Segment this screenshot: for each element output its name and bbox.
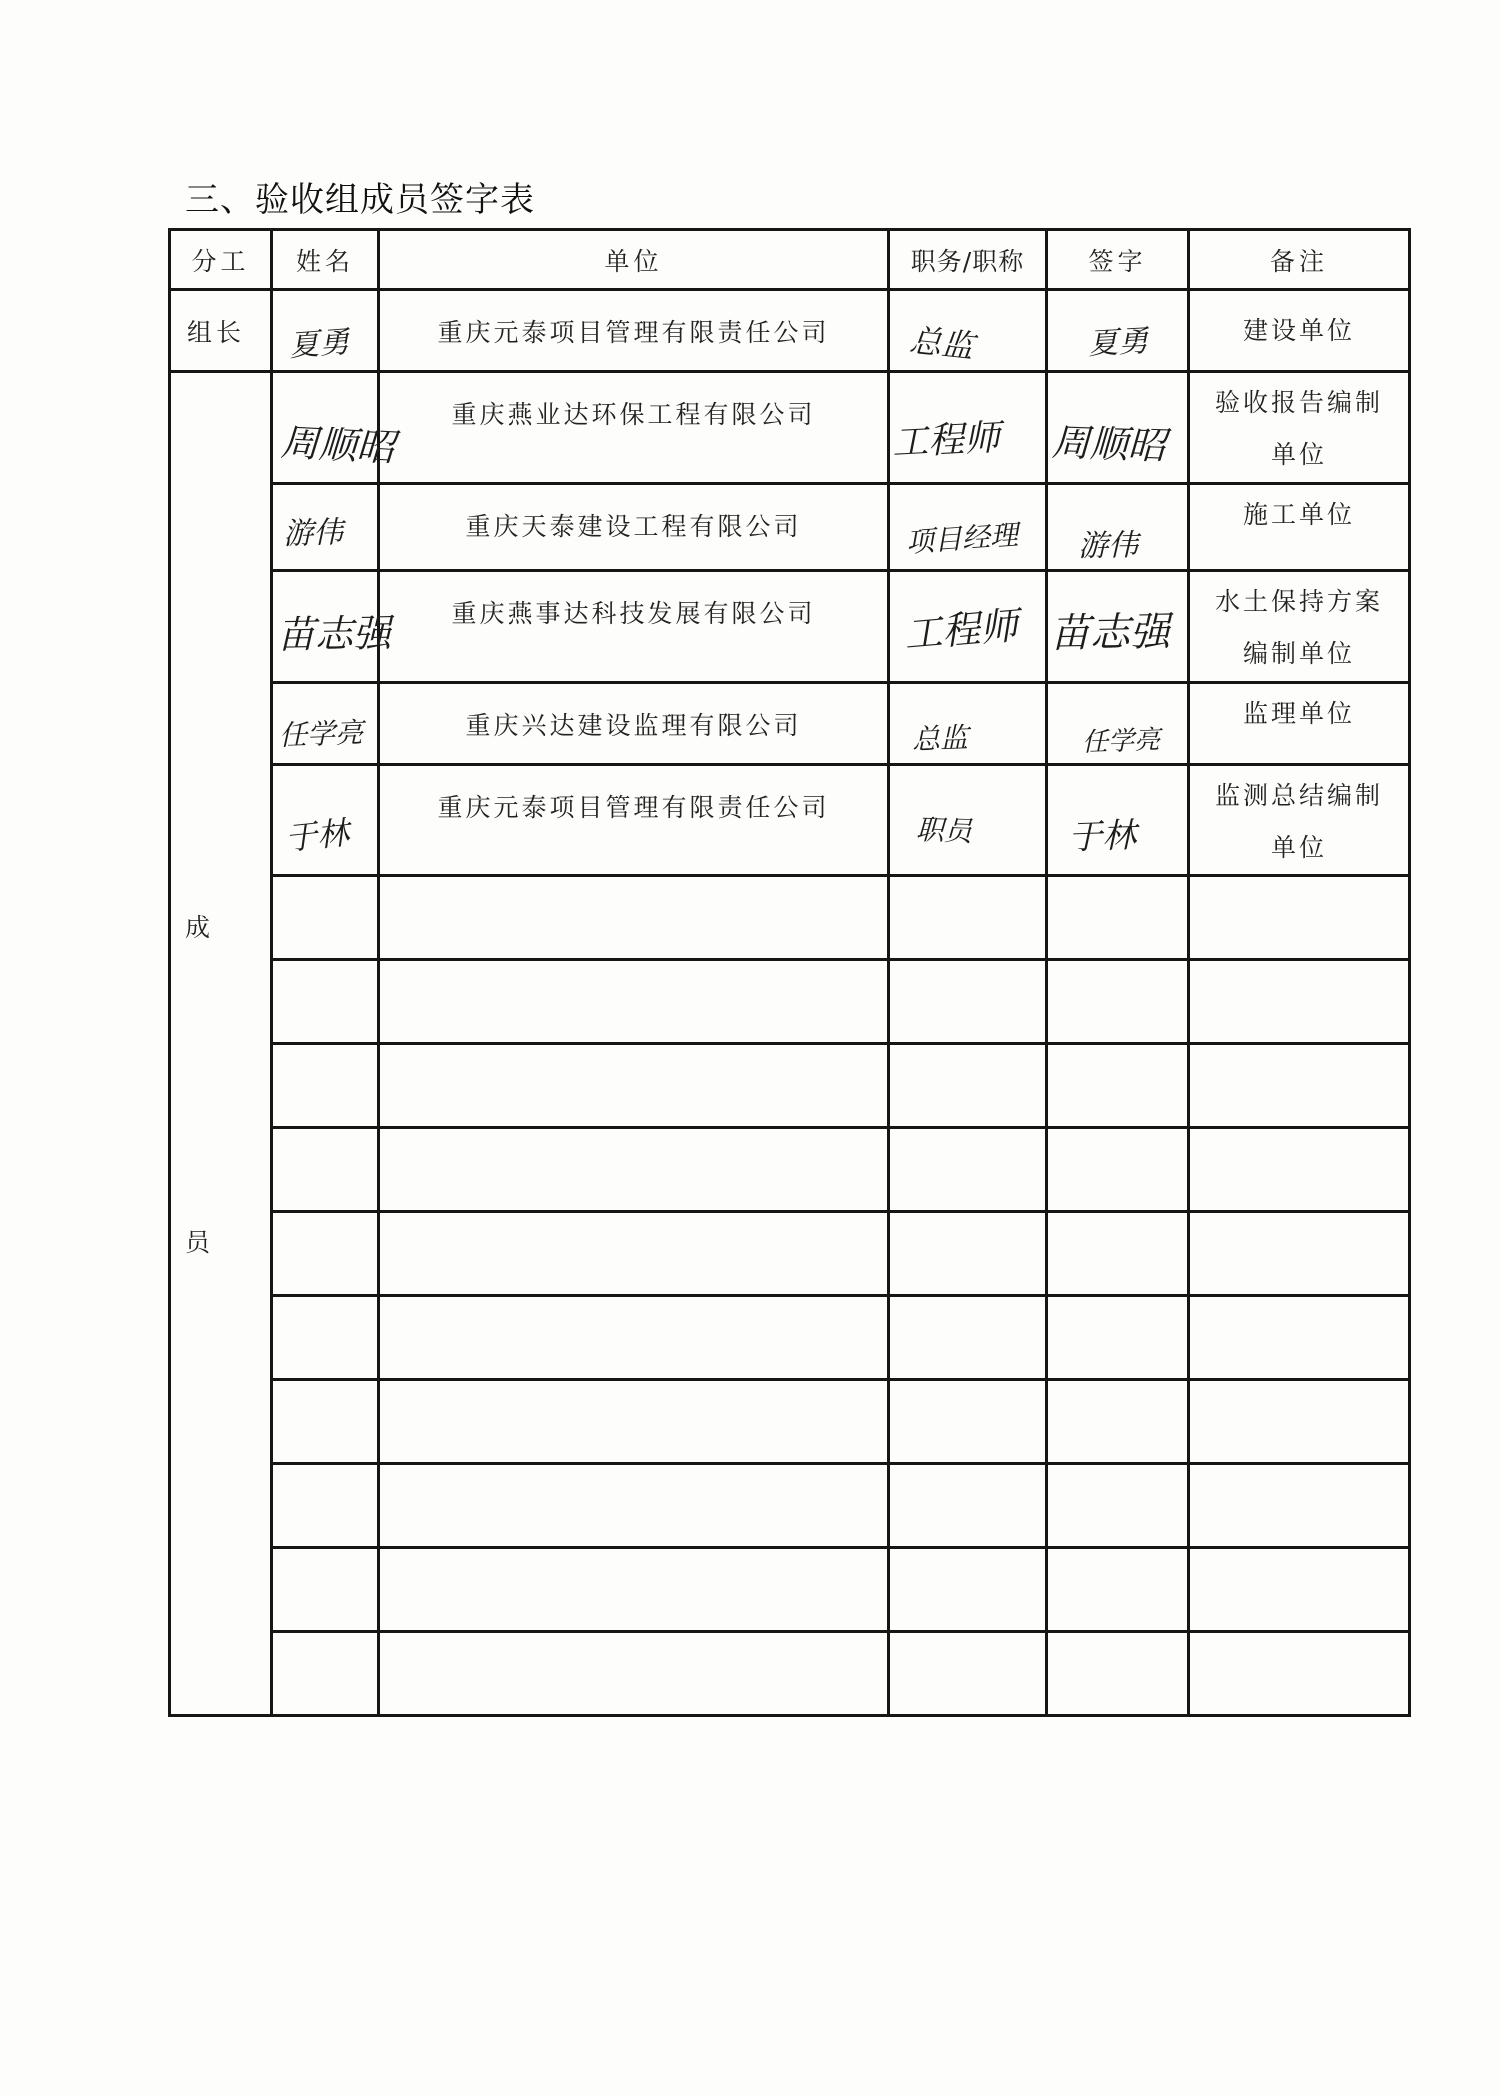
handwritten-name: 夏勇 (288, 324, 351, 364)
member-role (170, 372, 272, 1716)
handwritten-signature: 于林 (1067, 815, 1137, 858)
member-position-handwriting (889, 484, 1047, 571)
empty-signature-cell (1047, 1548, 1189, 1632)
member-position-handwriting (889, 765, 1047, 876)
member-unit: 重庆元泰项目管理有限责任公司 (379, 765, 889, 876)
handwritten-signature: 夏勇 (1087, 323, 1150, 362)
empty-note-cell (1189, 1632, 1410, 1716)
empty-signature-cell (1047, 1632, 1189, 1716)
leader-note: 建设单位 (1189, 290, 1410, 372)
member-name-handwriting (272, 571, 392, 683)
empty-position-cell (889, 876, 1047, 960)
empty-note-cell (1189, 1296, 1410, 1380)
signature-table (168, 228, 1411, 1717)
empty-position-cell (889, 1464, 1047, 1548)
empty-unit-cell (379, 960, 889, 1044)
empty-name-cell (272, 1632, 379, 1716)
empty-unit-cell (379, 1128, 889, 1212)
member-note (1189, 484, 1410, 571)
member-row (170, 765, 1410, 876)
handwritten-signature: 任学亮 (1081, 725, 1161, 758)
empty-signature-cell (1047, 1464, 1189, 1548)
handwritten-signature: 周顺昭 (1051, 420, 1167, 468)
member-signature (1047, 571, 1189, 683)
member-row (170, 571, 1410, 683)
empty-name-cell (272, 1296, 379, 1380)
header-unit: 单位 (379, 230, 889, 290)
empty-signature-cell (1047, 1296, 1189, 1380)
empty-row (170, 1464, 1410, 1548)
empty-unit-cell (379, 1296, 889, 1380)
handwritten-name: 于林 (283, 813, 351, 858)
empty-unit-cell (379, 1632, 889, 1716)
page-title: 三、验收组成员签字表 (185, 180, 535, 220)
empty-note-cell (1189, 1128, 1410, 1212)
header-role: 分工 (170, 230, 272, 290)
leader-signature (1047, 290, 1189, 372)
member-signature (1047, 765, 1189, 876)
member-unit: 重庆兴达建设监理有限公司 (379, 683, 889, 765)
empty-name-cell (272, 960, 379, 1044)
empty-signature-cell (1047, 1380, 1189, 1464)
empty-row (170, 1548, 1410, 1632)
empty-note-cell (1189, 1464, 1410, 1548)
handwritten-signature: 游伟 (1077, 527, 1139, 564)
empty-unit-cell (379, 1044, 889, 1128)
empty-position-cell (889, 1548, 1047, 1632)
header-position: 职务/职称 (889, 230, 1047, 290)
member-signature (1047, 484, 1189, 571)
note-line: 单位 (1270, 833, 1327, 862)
handwritten-name: 游伟 (282, 514, 344, 552)
leader-row (170, 290, 1410, 372)
empty-name-cell (272, 876, 379, 960)
empty-unit-cell (379, 876, 889, 960)
empty-note-cell (1189, 960, 1410, 1044)
member-name-handwriting (272, 372, 396, 484)
note-line: 编制单位 (1242, 639, 1355, 668)
member-row (170, 683, 1410, 765)
member-unit: 重庆天泰建设工程有限公司 (379, 484, 889, 571)
member-note (1189, 683, 1410, 765)
member-role-char: 员 (185, 1228, 211, 1257)
empty-note-cell (1189, 876, 1410, 960)
member-name-handwriting (272, 484, 379, 571)
member-position-handwriting (889, 571, 1047, 683)
handwritten-signature: 苗志强 (1049, 608, 1171, 657)
empty-signature-cell (1047, 876, 1189, 960)
empty-signature-cell (1047, 1128, 1189, 1212)
note-line: 验收报告编制 (1214, 388, 1383, 417)
empty-name-cell (272, 1212, 379, 1296)
empty-name-cell (272, 1548, 379, 1632)
header-note: 备注 (1189, 230, 1410, 290)
empty-unit-cell (379, 1464, 889, 1548)
handwritten-position: 总监 (911, 721, 969, 756)
member-role-char: 成 (185, 913, 211, 942)
member-unit: 重庆燕业达环保工程有限公司 (379, 372, 889, 484)
empty-row (170, 1212, 1410, 1296)
empty-note-cell (1189, 1044, 1410, 1128)
member-note (1189, 372, 1410, 484)
leader-role: 组长 (170, 290, 272, 372)
empty-position-cell (889, 1380, 1047, 1464)
empty-signature-cell (1047, 1044, 1189, 1128)
leader-name-handwriting (272, 290, 379, 372)
empty-row (170, 1128, 1410, 1212)
member-note (1189, 765, 1410, 876)
member-note (1189, 571, 1410, 683)
note-line: 水土保持方案 (1214, 587, 1383, 616)
handwritten-name: 任学亮 (278, 716, 364, 752)
member-position-handwriting (889, 683, 1047, 765)
handwritten-position: 工程师 (891, 417, 1002, 464)
handwritten-position: 总监 (907, 321, 976, 366)
handwritten-position: 项目经理 (904, 518, 1019, 559)
member-signature (1047, 683, 1189, 765)
empty-name-cell (272, 1380, 379, 1464)
empty-position-cell (889, 1296, 1047, 1380)
empty-name-cell (272, 1044, 379, 1128)
empty-signature-cell (1047, 960, 1189, 1044)
empty-unit-cell (379, 1380, 889, 1464)
member-unit: 重庆燕事达科技发展有限公司 (379, 571, 889, 683)
empty-signature-cell (1047, 1212, 1189, 1296)
empty-position-cell (889, 960, 1047, 1044)
member-signature (1047, 372, 1189, 484)
empty-row (170, 1044, 1410, 1128)
empty-note-cell (1189, 1212, 1410, 1296)
empty-note-cell (1189, 1380, 1410, 1464)
empty-position-cell (889, 1128, 1047, 1212)
empty-row (170, 960, 1410, 1044)
note-line: 监理单位 (1242, 699, 1355, 728)
empty-position-cell (889, 1044, 1047, 1128)
handwritten-position: 职员 (915, 813, 973, 848)
note-line: 监测总结编制 (1214, 781, 1383, 810)
empty-row (170, 1380, 1410, 1464)
handwritten-position: 工程师 (902, 603, 1020, 657)
note-line: 单位 (1270, 440, 1327, 469)
handwritten-name: 周顺昭 (279, 420, 396, 470)
empty-row (170, 1632, 1410, 1716)
note-line: 施工单位 (1242, 500, 1355, 529)
leader-unit: 重庆元泰项目管理有限责任公司 (379, 290, 889, 372)
empty-row (170, 876, 1410, 960)
empty-row (170, 1296, 1410, 1380)
member-name-handwriting (272, 765, 379, 876)
header-signature: 签字 (1047, 230, 1189, 290)
empty-note-cell (1189, 1548, 1410, 1632)
empty-position-cell (889, 1212, 1047, 1296)
member-name-handwriting (272, 683, 379, 765)
header-row (170, 230, 1410, 290)
empty-unit-cell (379, 1212, 889, 1296)
handwritten-name: 苗志强 (276, 611, 392, 657)
member-row (170, 372, 1410, 484)
member-row (170, 484, 1410, 571)
member-position-handwriting (889, 372, 1047, 484)
empty-name-cell (272, 1128, 379, 1212)
empty-name-cell (272, 1464, 379, 1548)
leader-position-handwriting (889, 290, 1047, 372)
empty-unit-cell (379, 1548, 889, 1632)
empty-position-cell (889, 1632, 1047, 1716)
header-name: 姓名 (272, 230, 379, 290)
